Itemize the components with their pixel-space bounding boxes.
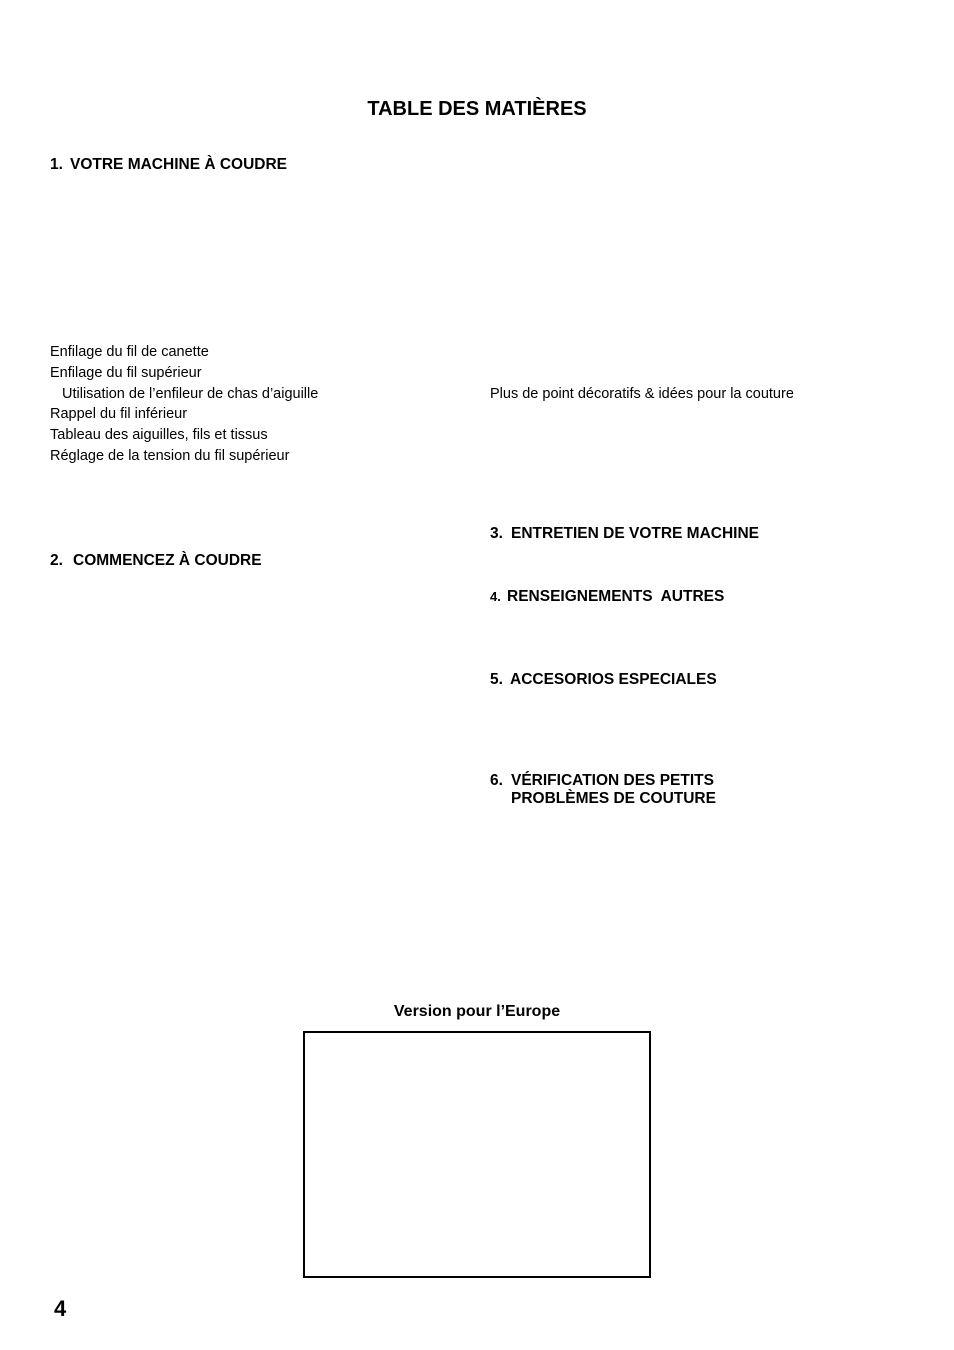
version-label: Version pour l’Europe <box>393 1003 561 1020</box>
version-box <box>303 1031 651 1278</box>
section-heading-5 <box>490 671 717 689</box>
section-number: 6. <box>490 772 503 789</box>
section-label: ENTRETIEN DE VOTRE MACHINE <box>511 525 760 542</box>
list-item: Enfilage du fil supérieur <box>50 365 202 381</box>
list-item: Réglage de la tension du fil supérieur <box>50 448 290 464</box>
list-item: Tableau des aiguilles, fils et tissus <box>50 427 268 443</box>
section-heading-4 <box>490 588 724 606</box>
section-number: 3. <box>490 525 503 542</box>
section-heading-3 <box>490 525 759 543</box>
section-label: RENSEIGNEMENTS AUTRES <box>507 588 725 605</box>
section-heading-1 <box>50 156 287 174</box>
section-label: COMMENCEZ À COUDRE <box>73 552 262 569</box>
section-number: 4. <box>490 589 501 604</box>
section-heading-2 <box>50 552 262 570</box>
section-number: 5. <box>490 671 503 688</box>
section-number: 1. <box>50 156 63 173</box>
list-item: Rappel du fil inférieur <box>50 406 188 422</box>
section-label: ACCESORIOS ESPECIALES <box>510 671 717 688</box>
section-number: 2. <box>50 552 63 569</box>
list-item: Enfilage du fil de canette <box>50 344 209 360</box>
list-item: Utilisation de l’enfileur de chas d’aiguille <box>62 386 319 402</box>
section-label: VOTRE MACHINE À COUDRE <box>70 156 288 173</box>
section-label-line-2: PROBLÈMES DE COUTURE <box>511 790 716 807</box>
page-title: TABLE DES MATIÈRES <box>367 98 587 120</box>
section-label-line-1: VÉRIFICATION DES PETITS <box>511 772 714 789</box>
list-item: Plus de point décoratifs & idées pour la couture <box>490 386 794 402</box>
page-number: 4 <box>54 1296 67 1321</box>
section-heading-6 <box>490 772 714 790</box>
